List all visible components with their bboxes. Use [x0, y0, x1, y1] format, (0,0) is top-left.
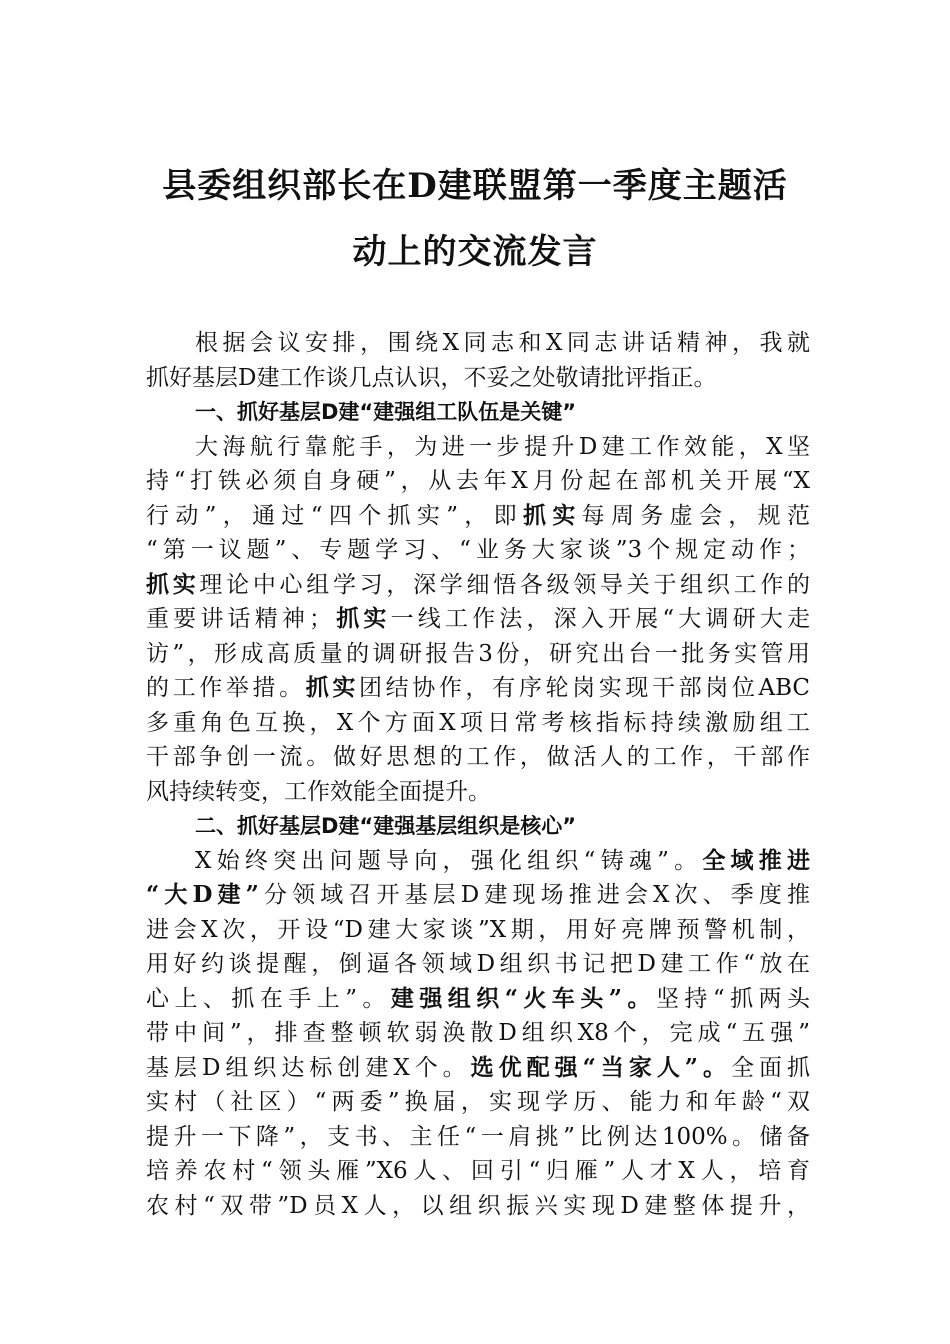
paragraph-2-line-3 [146, 499, 810, 534]
bold-text-run: 抓实 [305, 674, 360, 701]
paragraph-3-line-2 [146, 878, 810, 913]
paragraph-2-line-2: 持“打铁必须自身硬”，从去年X月份起在部机关开展“X [146, 468, 810, 494]
paragraph-3-line-10: 培养农村“领头雁”X6人、回引“归雁”人才X人，培育 [146, 1158, 810, 1184]
bold-text-run: 抓实 [146, 570, 200, 598]
paragraph-3-line-3: 进会X次，开设“D建大家谈”X期，用好亮牌预警机制， [146, 916, 810, 943]
document-title-line-1: 县委组织部长在D建联盟第一季度主题活 [162, 166, 788, 206]
bold-text-run: 抓实 [522, 501, 582, 529]
section-heading-2: 二、抓好基层D建“建强基层组织是核心” [195, 814, 577, 838]
text-run: 团结协作，有序轮岗实现干部岗位ABC [359, 675, 811, 701]
paragraph-3-line-4: 用好约谈提醒，倒逼各领域D组织书记把D建工作“放在 [146, 951, 810, 977]
paragraph-2-line-9: 多重角色互换，X个方面X项日常考核指标持续激励组工 [146, 709, 810, 736]
document-body [146, 326, 810, 1223]
paragraph-2-line-4: “第一议题”、专题学习、“业务大家谈”3个规定动作； [146, 537, 810, 563]
text-run: 理论中心组学习，深学细悟各级领导关于组织工作的 [199, 571, 811, 598]
text-run: X始终突出问题导向，强化组织“铸魂”。 [195, 847, 703, 874]
text-run: 基层D组织达标创建X个。 [146, 1054, 471, 1081]
bold-text-run: 全域推进 [702, 846, 811, 874]
paragraph-3-line-8: 实村（社区）“两委”换届，实现学历、能力和年龄“双 [146, 1089, 810, 1115]
paragraph-2-line-5 [146, 568, 810, 603]
paragraph-3-line-5 [146, 982, 810, 1017]
paragraph-3-line-11: 农村“双带”D员X人，以组织振兴实现D建整体提升， [146, 1192, 810, 1219]
paragraph-2-line-8 [146, 671, 810, 706]
bold-text-run: 抓实 [332, 605, 391, 632]
text-run: 每周务虚会，规范 [581, 502, 811, 529]
bold-text-run: 选优配强“当家人”。 [470, 1053, 732, 1081]
paragraph-3-line-7 [146, 1051, 810, 1086]
paragraph-3-line-6: 带中间”，排查整顿软弱涣散D组织X8个，完成“五强” [146, 1020, 810, 1046]
paragraph-2-line-1: 大海航行靠舵手，为进一步提升D建工作效能，X坚 [195, 433, 810, 460]
text-run: 心上、抓在手上”。 [146, 985, 391, 1012]
paragraph-2-line-6 [146, 602, 810, 637]
paragraph-1-line-1: 根据会议安排，围绕X同志和X同志讲话精神，我就 [195, 330, 810, 356]
bold-text-run: “大D建” [146, 881, 259, 908]
document-title-line-2: 动上的交流发言 [352, 232, 598, 272]
paragraph-1-line-2: 抓好基层D建工作谈几点认识，不妥之处敬请批评指正。 [146, 364, 717, 391]
paragraph-3-line-1 [146, 844, 810, 879]
bold-text-run: 建强组织“火车头”。 [390, 984, 656, 1012]
paragraph-3-line-9: 提升一下降”，支书、主任“一肩挑”比例达100%。储备 [146, 1123, 810, 1150]
text-run: 的工作举措。 [146, 675, 306, 701]
paragraph-2-line-7: 访”，形成高质量的调研报告3份，研究出台一批务实管用 [146, 640, 810, 667]
text-run: 重要讲话精神； [146, 606, 333, 632]
paragraph-2-line-11: 风持续转变，工作效能全面提升。 [146, 778, 491, 805]
paragraph-2-line-10: 干部争创一流。做好思想的工作，做活人的工作，干部作 [146, 744, 810, 770]
text-run: 一线工作法，深入开展“大调研大走 [390, 606, 810, 632]
text-run: 全面抓 [731, 1054, 810, 1081]
text-run: 分领域召开基层D建现场推进会X次、季度推 [258, 882, 810, 908]
text-run: 坚持“抓两头 [655, 985, 810, 1012]
section-heading-1: 一、抓好基层D建“建强组工队伍是关键” [195, 400, 577, 424]
text-run: 行动”，通过“四个抓实”，即 [146, 502, 523, 529]
